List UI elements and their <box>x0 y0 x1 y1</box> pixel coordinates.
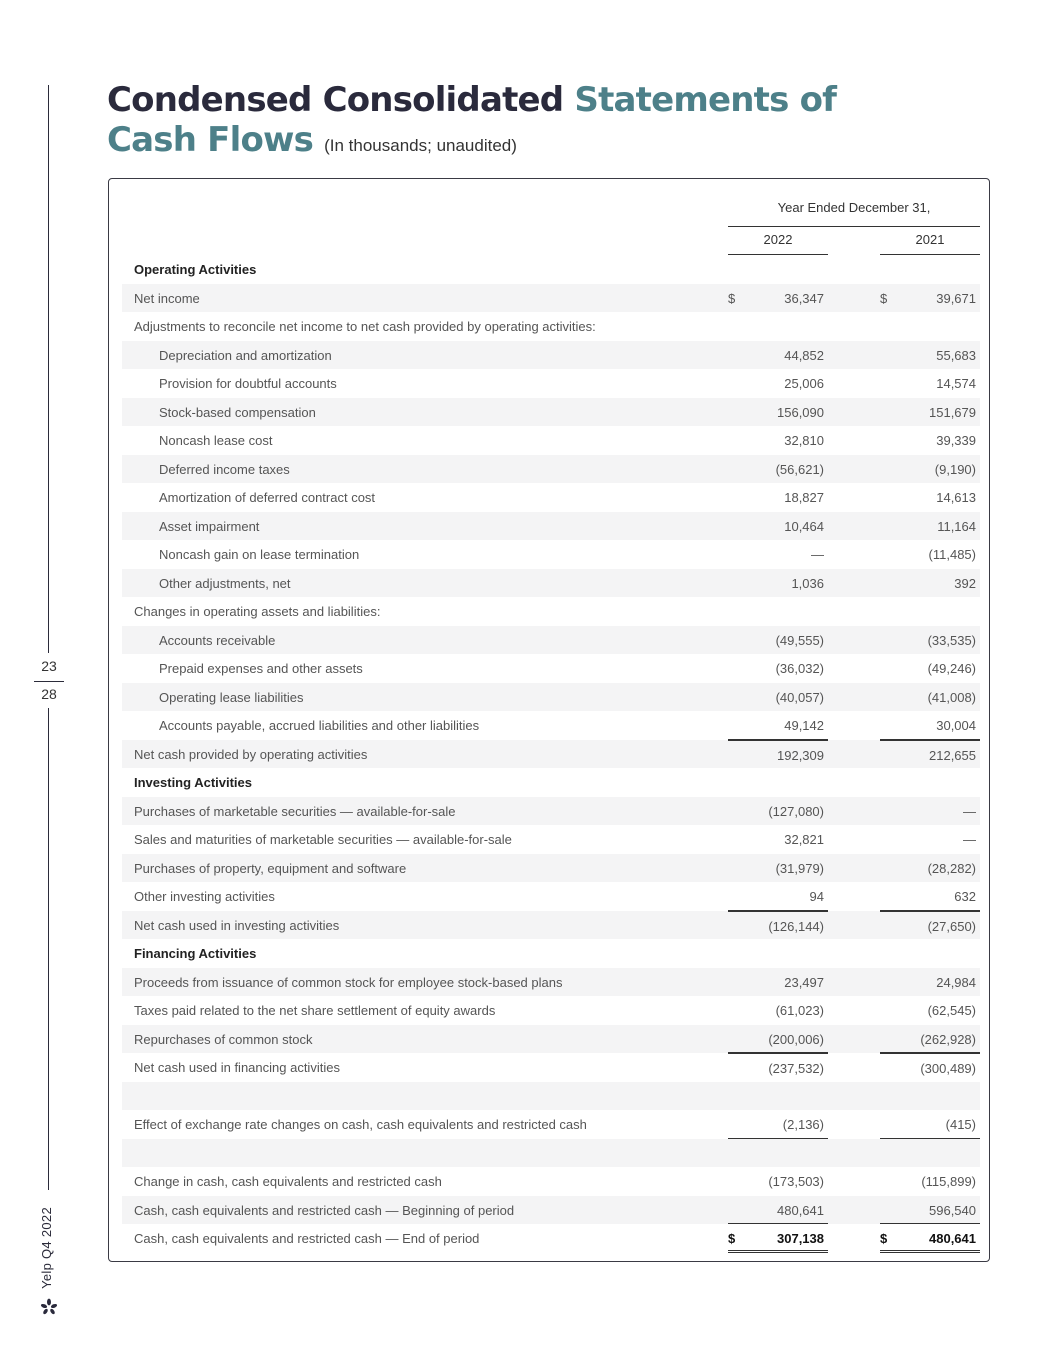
value-2022-cell <box>728 255 828 284</box>
value-2021: 632 <box>954 889 976 904</box>
table-row <box>122 426 980 455</box>
value-2021: (28,282) <box>927 860 976 876</box>
value-2021: 151,679 <box>929 404 976 420</box>
row-label: Asset impairment <box>159 518 260 534</box>
value-2022: 36,347 <box>784 290 824 306</box>
table-row <box>122 597 980 626</box>
value-2022: — <box>811 547 824 562</box>
row-label: Operating Activities <box>134 262 257 277</box>
title-part-1: Condensed Consolidated <box>107 80 564 120</box>
value-2021: 39,339 <box>936 433 976 448</box>
value-2022-cell <box>728 1139 828 1168</box>
value-2021: (262,928) <box>920 1031 976 1047</box>
value-2022: (173,503) <box>768 1174 824 1189</box>
brand-label: Yelp Q4 2022 <box>39 1207 54 1289</box>
value-2021-cell <box>880 1196 980 1225</box>
value-2022-cell <box>728 312 828 341</box>
row-label: Depreciation and amortization <box>159 347 332 363</box>
table-row <box>122 797 980 826</box>
value-2021: 39,671 <box>936 290 976 306</box>
title-part-3: Cash Flows <box>107 120 314 160</box>
value-2021-cell <box>880 1025 980 1054</box>
value-2022: (200,006) <box>768 1031 824 1047</box>
value-2021: 212,655 <box>929 747 976 763</box>
value-2022-cell <box>728 455 828 484</box>
value-2021-cell <box>880 1224 980 1253</box>
row-label: Other investing activities <box>134 889 275 904</box>
row-label: Cash, cash equivalents and restricted cash — Beginning of period <box>134 1202 515 1218</box>
value-2021-cell <box>880 968 980 997</box>
section-heading-row <box>122 768 980 797</box>
value-2021-cell <box>880 740 980 769</box>
row-label: Sales and maturities of marketable securities — available-for-sale <box>134 832 512 847</box>
value-2021: (9,190) <box>934 461 976 477</box>
table-row <box>122 1167 980 1196</box>
row-label: Noncash gain on lease termination <box>159 547 360 562</box>
value-2022-cell <box>728 540 828 569</box>
row-label: Proceeds from issuance of common stock for employee stock-based plans <box>134 974 563 990</box>
row-label: Net cash used in investing activities <box>134 917 340 933</box>
table-row <box>122 654 980 683</box>
value-2021-cell <box>880 284 980 313</box>
value-2021-cell <box>880 426 980 455</box>
currency-symbol: $ <box>728 290 736 306</box>
table-row <box>122 455 980 484</box>
value-2021-cell <box>880 1167 980 1196</box>
yelp-burst-icon <box>40 1298 58 1316</box>
table-row <box>122 1025 980 1054</box>
row-label: Stock-based compensation <box>159 404 316 420</box>
value-2022: (2,136) <box>782 1117 824 1132</box>
value-2022: 32,821 <box>784 832 824 847</box>
value-2022-cell <box>728 398 828 427</box>
value-2022: (40,057) <box>775 689 824 705</box>
table-row <box>122 284 980 313</box>
table-row <box>122 854 980 883</box>
value-2022: 480,641 <box>777 1202 824 1218</box>
value-2022-cell <box>728 996 828 1025</box>
table-row <box>122 968 980 997</box>
value-2021: (11,485) <box>928 547 976 562</box>
value-2021-cell <box>880 341 980 370</box>
section-heading-row <box>122 255 980 284</box>
table-row <box>122 882 980 911</box>
row-label: Cash, cash equivalents and restricted cash — End of period <box>134 1231 480 1246</box>
value-2022-cell <box>728 683 828 712</box>
table-row <box>122 540 980 569</box>
value-2022: 18,827 <box>784 490 824 505</box>
value-2022: (31,979) <box>775 860 824 876</box>
row-label: Noncash lease cost <box>159 433 273 448</box>
value-2021-cell <box>880 1053 980 1082</box>
value-2022-cell <box>728 1053 828 1082</box>
value-2021-cell <box>880 1139 980 1168</box>
row-label: Amortization of deferred contract cost <box>159 490 376 505</box>
value-2021: (62,545) <box>927 1003 976 1018</box>
value-2021: 24,984 <box>936 974 976 990</box>
table-row <box>122 1110 980 1139</box>
value-2021-cell <box>880 882 980 911</box>
row-label: Financing Activities <box>134 946 257 961</box>
row-label: Repurchases of common stock <box>134 1031 313 1047</box>
value-2022-cell <box>728 740 828 769</box>
value-2022-cell <box>728 854 828 883</box>
row-label: Changes in operating assets and liabilities: <box>134 604 381 619</box>
table-row <box>122 911 980 940</box>
value-2021: 14,574 <box>936 376 976 391</box>
page-title <box>107 80 867 166</box>
table-row <box>122 825 980 854</box>
table-row <box>122 996 980 1025</box>
value-2021: 11,164 <box>937 518 976 534</box>
value-2022-cell <box>728 711 828 740</box>
value-2021: 596,540 <box>929 1202 976 1218</box>
value-2022: (61,023) <box>775 1003 824 1018</box>
row-label: Purchases of marketable securities — available-for-sale <box>134 803 456 819</box>
value-2022-cell <box>728 284 828 313</box>
value-2022-cell <box>728 825 828 854</box>
page-number-current: 23 <box>41 658 57 674</box>
title-subtitle: (In thousands; unaudited) <box>324 136 517 155</box>
row-label: Net cash provided by operating activities <box>134 746 368 762</box>
table-row <box>122 569 980 598</box>
table-row <box>122 740 980 769</box>
row-label: Effect of exchange rate changes on cash, cash equivalents and restricted cash <box>134 1117 587 1132</box>
value-2021-cell <box>880 398 980 427</box>
value-2021-cell <box>880 797 980 826</box>
row-label: Operating lease liabilities <box>159 689 304 705</box>
value-2022: 94 <box>809 889 824 904</box>
value-2021: (415) <box>945 1117 976 1132</box>
row-label: Other adjustments, net <box>159 575 291 591</box>
value-2022-cell <box>728 569 828 598</box>
value-2022-cell <box>728 1167 828 1196</box>
value-2021-cell <box>880 1082 980 1111</box>
value-2022: (49,555) <box>775 632 824 648</box>
value-2022: 25,006 <box>784 376 824 391</box>
header-period: Year Ended December 31, <box>728 200 980 227</box>
value-2022: (36,032) <box>775 661 824 676</box>
value-2021-cell <box>880 825 980 854</box>
table-row <box>122 1082 980 1111</box>
row-label: Prepaid expenses and other assets <box>159 661 363 676</box>
value-2021-cell <box>880 683 980 712</box>
value-2022: (126,144) <box>768 918 824 934</box>
value-2021: 30,004 <box>936 718 976 733</box>
value-2021-cell <box>880 569 980 598</box>
value-2021-cell <box>880 626 980 655</box>
table-row <box>122 683 980 712</box>
table-row <box>122 512 980 541</box>
table-row <box>122 1139 980 1168</box>
value-2022: (237,532) <box>768 1061 824 1076</box>
table-row <box>122 1196 980 1225</box>
value-2022-cell <box>728 1224 828 1253</box>
value-2022: 32,810 <box>784 433 824 448</box>
value-2022-cell <box>728 768 828 797</box>
rail-divider-top <box>48 85 49 653</box>
table-row <box>122 312 980 341</box>
table-row <box>122 369 980 398</box>
value-2022-cell <box>728 1025 828 1054</box>
value-2021-cell <box>880 369 980 398</box>
value-2022-cell <box>728 597 828 626</box>
value-2022: 49,142 <box>784 718 824 733</box>
value-2022-cell <box>728 1082 828 1111</box>
header-col-2022: 2022 <box>728 232 828 255</box>
currency-symbol: $ <box>880 1231 888 1246</box>
value-2021: 480,641 <box>929 1231 976 1246</box>
value-2021-cell <box>880 597 980 626</box>
value-2021: (33,535) <box>927 632 976 648</box>
value-2021: 55,683 <box>936 347 976 363</box>
row-label: Purchases of property, equipment and software <box>134 860 407 876</box>
value-2021-cell <box>880 911 980 940</box>
value-2022-cell <box>728 483 828 512</box>
value-2022-cell <box>728 939 828 968</box>
page-number-total: 28 <box>41 686 57 702</box>
value-2022: 156,090 <box>777 404 824 420</box>
value-2022-cell <box>728 882 828 911</box>
value-2022-cell <box>728 797 828 826</box>
value-2021: (49,246) <box>927 661 976 676</box>
value-2021-cell <box>880 654 980 683</box>
row-label: Deferred income taxes <box>159 461 290 477</box>
value-2021: — <box>963 832 976 847</box>
value-2021-cell <box>880 711 980 740</box>
row-label: Accounts receivable <box>159 632 276 648</box>
section-heading-row <box>122 939 980 968</box>
value-2022-cell <box>728 1110 828 1139</box>
value-2021-cell <box>880 455 980 484</box>
row-label: Taxes paid related to the net share settlement of equity awards <box>134 1003 496 1018</box>
value-2021-cell <box>880 540 980 569</box>
table-row <box>122 398 980 427</box>
value-2022: 44,852 <box>784 347 824 363</box>
value-2021-cell <box>880 512 980 541</box>
value-2022-cell <box>728 426 828 455</box>
value-2022: 1,036 <box>791 575 824 591</box>
table-row <box>122 483 980 512</box>
row-label: Net cash used in financing activities <box>134 1060 340 1075</box>
value-2021-cell <box>880 768 980 797</box>
value-2021-cell <box>880 255 980 284</box>
value-2022-cell <box>728 1196 828 1225</box>
value-2022-cell <box>728 626 828 655</box>
row-label: Investing Activities <box>134 775 252 790</box>
value-2022: 192,309 <box>777 747 824 763</box>
table-row <box>122 626 980 655</box>
value-2022: (127,080) <box>768 803 824 819</box>
value-2021: 14,613 <box>936 490 976 505</box>
row-label: Adjustments to reconcile net income to net cash provided by operating activities: <box>134 319 596 334</box>
value-2022-cell <box>728 654 828 683</box>
row-label: Net income <box>134 290 200 306</box>
value-2022: 10,464 <box>784 518 824 534</box>
value-2021-cell <box>880 312 980 341</box>
value-2021-cell <box>880 483 980 512</box>
value-2021: (115,899) <box>921 1174 976 1189</box>
value-2022: 307,138 <box>777 1231 824 1246</box>
row-label: Accounts payable, accrued liabilities and other liabilities <box>159 718 480 733</box>
value-2021: (27,650) <box>927 918 976 934</box>
value-2021-cell <box>880 854 980 883</box>
value-2021: 392 <box>954 575 976 591</box>
rail-divider-bottom <box>48 708 49 1190</box>
value-2022-cell <box>728 968 828 997</box>
currency-symbol: $ <box>880 290 888 306</box>
row-label: Provision for doubtful accounts <box>159 376 337 391</box>
value-2021: (300,489) <box>920 1061 976 1076</box>
value-2021-cell <box>880 996 980 1025</box>
value-2022: (56,621) <box>775 461 824 477</box>
value-2022: 23,497 <box>784 974 824 990</box>
value-2022-cell <box>728 341 828 370</box>
value-2022-cell <box>728 369 828 398</box>
statement-table <box>122 255 980 1253</box>
value-2021-cell <box>880 1110 980 1139</box>
page-number-divider <box>34 681 64 682</box>
table-row <box>122 1053 980 1082</box>
value-2021: — <box>963 803 976 819</box>
value-2021-cell <box>880 939 980 968</box>
header-col-2021: 2021 <box>880 232 980 255</box>
row-label: Change in cash, cash equivalents and restricted cash <box>134 1174 442 1189</box>
value-2022-cell <box>728 512 828 541</box>
table-row <box>122 1224 980 1253</box>
table-row <box>122 711 980 740</box>
value-2022-cell <box>728 911 828 940</box>
title-part-2: Statements of <box>574 80 837 120</box>
currency-symbol: $ <box>728 1231 736 1246</box>
table-row <box>122 341 980 370</box>
value-2021: (41,008) <box>927 689 976 705</box>
